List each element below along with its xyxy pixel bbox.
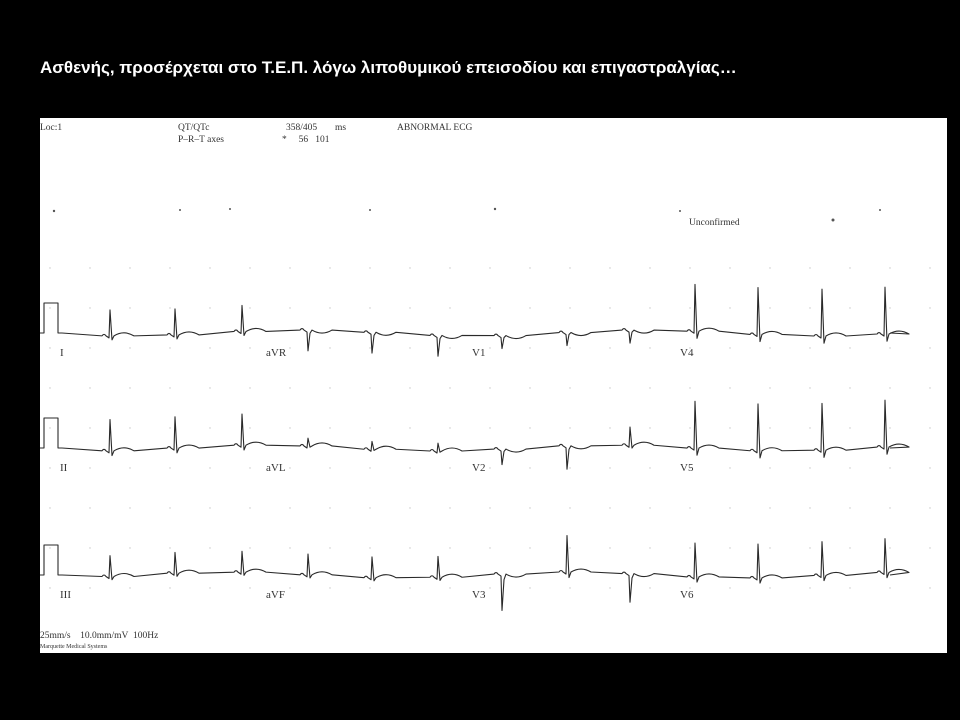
ecg-trace-row-2 (62, 400, 909, 469)
ecg-settings: 25mm/s 10.0mm/mV 100Hz (40, 631, 159, 641)
calibration-pulse (40, 545, 62, 575)
ecg-interpretation: ABNORMAL ECG (397, 123, 473, 133)
lead-label-aVL: aVL (266, 462, 286, 474)
ecg-qt-value: 358/405 (286, 123, 318, 133)
ecg-printout (40, 118, 947, 653)
ecg-axes-label: P–R–T axes (178, 135, 225, 145)
lead-label-V2: V2 (472, 462, 486, 474)
lead-label-V6: V6 (680, 589, 694, 601)
lead-label-V4: V4 (680, 347, 694, 359)
ecg-trace-row-1 (62, 284, 909, 356)
ecg-qt-unit: ms (335, 123, 347, 133)
lead-label-V3: V3 (472, 589, 486, 601)
ecg-qt-label: QT/QTc (178, 123, 210, 133)
lead-label-II: II (60, 462, 68, 474)
lead-label-aVR: aVR (266, 347, 287, 359)
lead-label-I: I (60, 347, 64, 359)
ecg-manufacturer: Marquette Medical Systems (40, 644, 108, 650)
ecg-graph (40, 118, 947, 653)
lead-label-III: III (60, 589, 71, 601)
ecg-trace-row-3 (62, 536, 909, 611)
ecg-loc-label: Loc:1 (40, 123, 63, 133)
ecg-grid-dots (49, 267, 930, 588)
lead-label-aVF: aVF (266, 589, 285, 601)
calibration-pulse (40, 303, 62, 333)
lead-label-V1: V1 (472, 347, 486, 359)
slide-title: Ασθενής, προσέρχεται στο Τ.Ε.Π. λόγω λιποθυμικού επεισοδίου και επιγαστραλγίας… (40, 58, 737, 77)
ecg-status: Unconfirmed (689, 218, 740, 228)
calibration-pulse (40, 418, 62, 448)
ecg-axes-value: * 56 101 (282, 135, 330, 145)
lead-label-V5: V5 (680, 462, 694, 474)
